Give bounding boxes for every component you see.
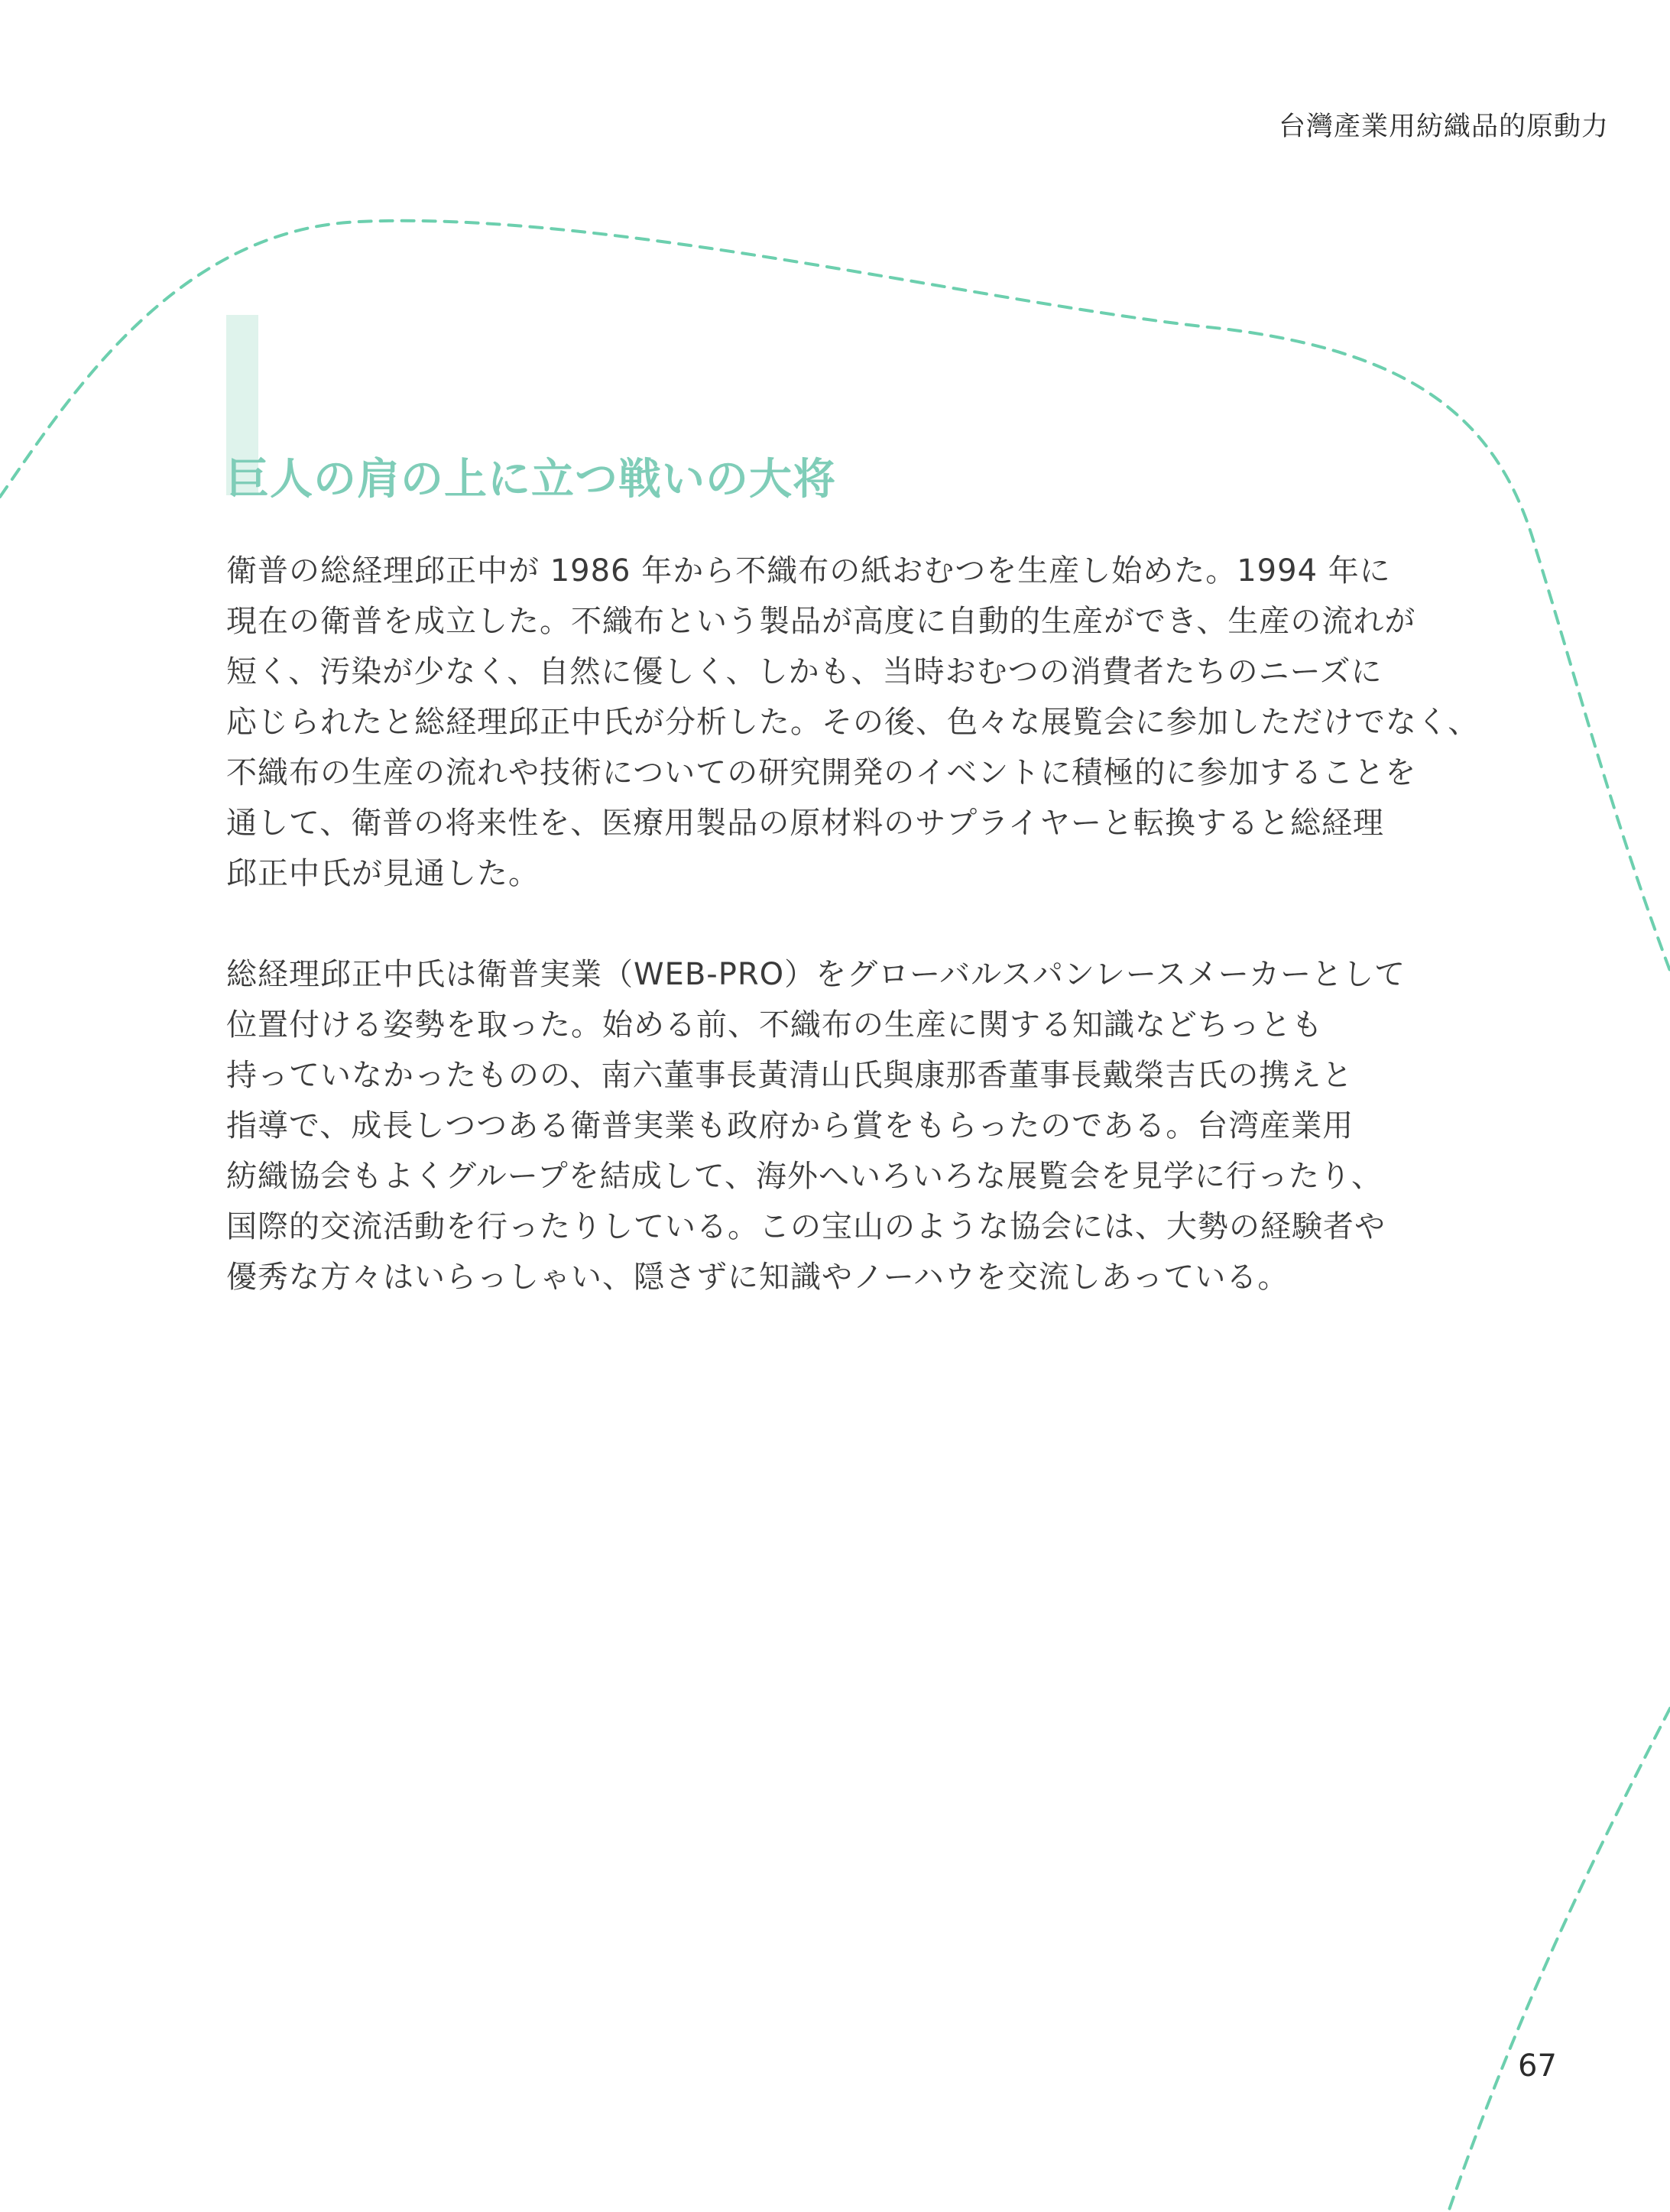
section-title: 巨人の肩の上に立つ戦いの大将 [226,455,836,504]
paragraph-line: 総経理邱正中氏は衛普実業（WEB-PRO）をグローバルスパンレースメーカーとして [226,957,1406,992]
bottom-dashed-line [1448,1708,1670,2212]
body-text [226,546,1480,1353]
paragraph-line: 国際的交流活動を行ったりしている。この宝山のような協会には、大勢の経験者や [226,1209,1386,1244]
paragraph-line: 短く、汚染が少なく、自然に優しく、しかも、当時おむつの消費者たちのニーズに [226,654,1383,689]
paragraph-line: 通して、衛普の将来性を、医療用製品の原材料のサプライヤーと転換すると総経理 [226,806,1384,841]
paragraph-line: 持っていなかったものの、南六董事長黃清山氏與康那香董事長戴榮吉氏の携えと [226,1058,1354,1093]
paragraph-line: 邱正中氏が見通した。 [226,856,540,891]
paragraph-2 [226,949,1449,1302]
paragraph-line: 位置付ける姿勢を取った。始める前、不織布の生産に関する知識などちっとも [226,1007,1323,1043]
running-header: 台灣產業用紡織品的原動力 [1278,112,1609,142]
paragraph-line: 紡織協会もよくグループを結成して、海外へいろいろな展覧会を見学に行ったり、 [226,1159,1383,1194]
paragraph-line: 現在の衛普を成立した。不織布という製品が高度に自動的生産ができ、生産の流れが [226,604,1416,639]
page-number: 67 [1518,2048,1557,2084]
paragraph-line: 指導で、成長しつつある衛普実業も政府から賞をもらったのである。台湾産業用 [226,1108,1354,1143]
paragraph-line: 優秀な方々はいらっしゃい、隠さずに知識やノーハウを交流しあっている。 [226,1260,1289,1295]
paragraph-line: 応じられたと総経理邱正中氏が分析した。その後、色々な展覧会に参加しただけでなく、 [226,705,1480,740]
paragraph-1 [226,546,1480,899]
paragraph-line: 不織布の生産の流れや技術についての研究開発のイベントに積極的に参加することを [226,755,1417,790]
paragraph-line: 衛普の総経理邱正中が 1986 年から不織布の紙おむつを生産し始めた。1994 年に [226,553,1391,589]
